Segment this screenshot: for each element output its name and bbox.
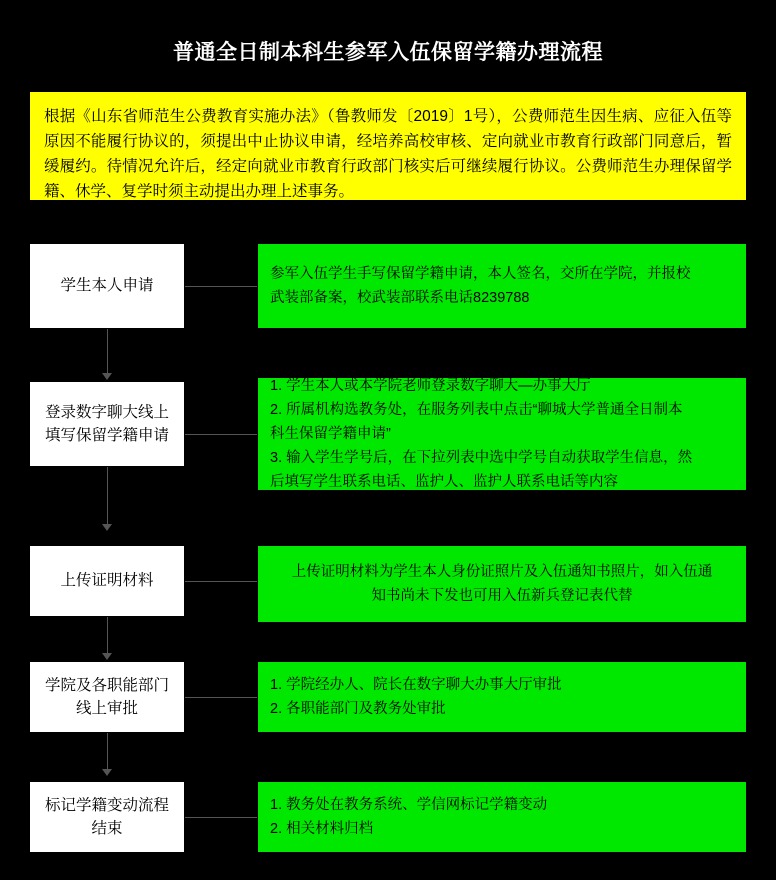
detail-line: 1. 教务处在教务系统、学信网标记学籍变动 [270, 796, 548, 813]
detail-box-5 [257, 781, 747, 853]
step-label-2: 登录数字聊大线上填写保留学籍申请 [44, 403, 169, 444]
detail-line: 知书尚未下发也可用入伍新兵登记表代替 [371, 588, 633, 604]
connector-step-4 [185, 697, 257, 698]
step-label-5: 标记学籍变动流程结束 [44, 796, 169, 837]
step-box-4 [29, 661, 185, 733]
detail-box-4 [257, 661, 747, 733]
detail-line: 2. 相关材料归档 [270, 821, 374, 837]
arrow-head-2 [102, 524, 112, 531]
detail-line: 上传证明材料为学生本人身份证照片及入伍通知书照片，如入伍通 [291, 563, 713, 580]
policy-note: 根据《山东省师范生公费教育实施办法》（鲁教师发〔2019〕1号），公费师范生因生病、应征入伍等原因不能履行协议的，须提出中止协议申请，经培养高校审核、定向就业市教育行政部门同意后，暂缓履约。待情况允许后，经定向就业市教育行政部门核实后可继续履行协议。公费师范生办理保留学籍、休学、复学时须主动提出办理上述事务。 [29, 91, 747, 201]
arrow-2-to-3 [107, 467, 108, 527]
step-label-3: 上传证明材料 [60, 572, 154, 590]
detail-line: 后填写学生联系电话、监护人、监护人联系电话等内容 [270, 474, 618, 491]
page-title: 普通全日制本科生参军入伍保留学籍办理流程 [173, 41, 603, 64]
step-label-1: 学生本人申请 [60, 277, 154, 295]
detail-line: 1. 学院经办人、院长在数字聊大办事大厅审批 [270, 676, 562, 693]
arrow-head-3 [102, 653, 112, 660]
detail-line: 2. 各职能部门及教务处审批 [270, 701, 446, 717]
arrow-3-to-4 [107, 617, 108, 656]
arrow-1-to-2 [107, 329, 108, 376]
connector-step-3 [185, 581, 257, 582]
detail-box-2 [257, 377, 747, 491]
detail-line: 参军入伍学生手写保留学籍申请，本人签名，交所在学院，并报校 [270, 265, 691, 282]
arrow-head-4 [102, 769, 112, 776]
connector-step-2 [185, 434, 257, 435]
detail-line: 3. 输入学生学号后，在下拉列表中选中学号自动获取学生信息，然 [270, 450, 693, 467]
detail-line: 科生保留学籍申请” [270, 425, 391, 442]
arrow-head-1 [102, 373, 112, 380]
step-box-2 [29, 381, 185, 467]
detail-box-1 [257, 243, 747, 329]
step-box-1 [29, 243, 185, 329]
detail-line: 1. 学生本人或本学院老师登录数字聊大—办事大厅 [270, 377, 591, 394]
step-box-5 [29, 781, 185, 853]
detail-line: 武装部备案，校武装部联系电话8239788 [270, 290, 530, 306]
detail-line: 2. 所属机构选教务处，在服务列表中点击“聊城大学普通全日制本 [270, 401, 683, 418]
step-label-4: 学院及各职能部门线上审批 [44, 676, 169, 717]
connector-step-5 [185, 817, 257, 818]
arrow-4-to-5 [107, 733, 108, 772]
connector-step-1 [185, 286, 257, 287]
detail-box-3 [257, 545, 747, 623]
step-box-3 [29, 545, 185, 617]
